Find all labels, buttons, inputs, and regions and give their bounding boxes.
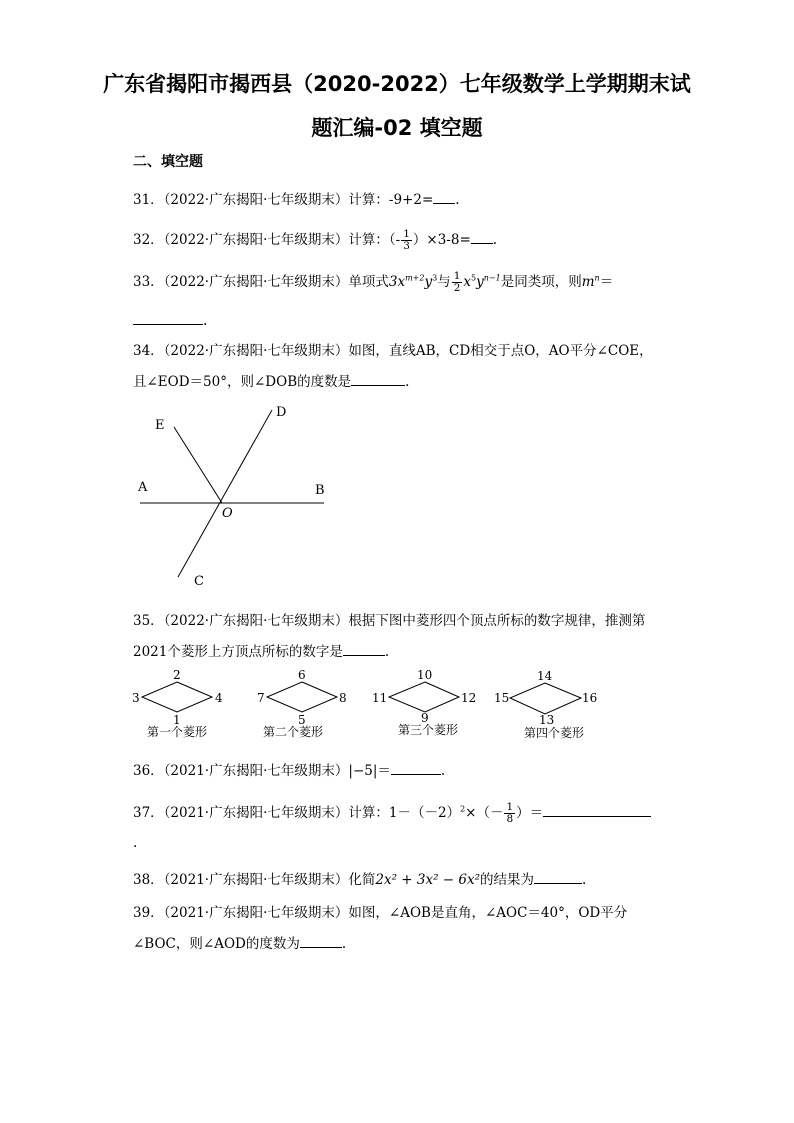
question-source: （2022·广东揭阳·七年级期末）: [163, 192, 349, 208]
label-o: O: [222, 506, 233, 521]
question-37-line-2: .: [133, 835, 138, 851]
section-heading: 二、填空题: [133, 154, 203, 170]
question-32: 32．（2022·广东揭阳·七年级期末）计算：（- $\frac{1}{3}$ ）×3-8= .: [133, 228, 498, 252]
rhombus-caption: 第三个菱形: [398, 723, 459, 737]
vertex-top: 14: [537, 669, 553, 683]
question-34: [133, 339, 653, 359]
vertex-bottom: 13: [539, 713, 555, 727]
label-b: B: [315, 483, 325, 498]
question-text: 根据下图中菱形四个顶点所标的数字规律，推测第: [348, 613, 646, 629]
question-36: 36．（2021·广东揭阳·七年级期末）|−5|＝ .: [133, 759, 445, 779]
question-35: [133, 609, 645, 629]
question-number: 35．: [133, 613, 164, 629]
lines-intersection-figure: [130, 400, 340, 595]
vertex-bottom: 9: [421, 711, 429, 725]
answer-blank[interactable]: [391, 760, 441, 775]
question-33: 33．（2022·广东揭阳·七年级期末）单项式$3x^{m+2}y^3$与 $\frac{1}{2}$ $x^5y^{n-1}$是同类项，则$m^n=$: [133, 270, 614, 294]
line-cd: [178, 410, 272, 577]
question-number: 39．: [133, 905, 164, 921]
vertex-top: 6: [298, 668, 306, 682]
fraction: $\frac{1}{2}$: [453, 270, 461, 294]
vertex-left: 7: [257, 691, 265, 705]
rhombus-1: [132, 668, 223, 739]
expression: 2x² + 3x² − 6x²: [375, 872, 481, 888]
label-e: E: [155, 418, 165, 433]
question-source: （2022·广东揭阳·七年级期末）: [163, 232, 349, 248]
question-33-line-2: .: [133, 310, 207, 329]
label-d: D: [276, 405, 287, 420]
question-number: 31．: [133, 192, 164, 208]
answer-blank[interactable]: [300, 933, 342, 948]
answer-blank[interactable]: [351, 371, 405, 386]
rhombus-4: [494, 669, 597, 740]
label-c: C: [194, 574, 204, 589]
vertex-right: 12: [461, 691, 477, 705]
vertex-right: 8: [339, 691, 347, 705]
question-38: 38．（2021·广东揭阳·七年级期末）化简2x² + 3x² − 6x²的结果为 .: [133, 868, 586, 888]
title-line-1: 广东省揭阳市揭西县（2020-2022）七年级数学上学期期末试: [103, 72, 691, 96]
question-source: （2021·广东揭阳·七年级期末）: [163, 763, 349, 779]
question-source: （2022·广东揭阳·七年级期末）: [163, 343, 349, 359]
vertex-right: 16: [582, 691, 598, 705]
answer-blank[interactable]: [343, 641, 385, 656]
rhombus-pattern-figure: [125, 664, 605, 746]
vertex-left: 11: [372, 691, 388, 705]
question-35-line-2: 2021个菱形上方顶点所标的数字是 .: [133, 640, 389, 660]
ray-oe: [174, 427, 222, 503]
question-number: 37．: [133, 805, 164, 821]
vertex-bottom: 1: [173, 713, 181, 727]
answer-blank[interactable]: [433, 189, 455, 204]
question-number: 33．: [133, 274, 164, 290]
question-34-line-2: 且∠EOD＝50°，则∠DOB的度数是 .: [133, 370, 409, 390]
question-source: （2022·广东揭阳·七年级期末）: [163, 274, 349, 290]
vertex-bottom: 5: [298, 713, 306, 727]
answer-blank[interactable]: [534, 869, 582, 884]
question-text: 如图，∠AOB是直角，∠AOC＝40°，OD平分: [348, 905, 628, 921]
rhombus-caption: 第二个菱形: [263, 725, 324, 739]
question-text: 如图，直线AB，CD相交于点O，AO平分∠COE，: [348, 343, 653, 359]
question-39-line-2: ∠BOC，则∠AOD的度数为 .: [133, 932, 346, 952]
fraction: $\frac{1}{8}$: [506, 801, 514, 825]
question-37: 37．（2021·广东揭阳·七年级期末）计算：$1-(-2)^2\times(-$ $\frac{1}{8}$ ）＝: [133, 801, 651, 825]
rhombus-caption: 第一个菱形: [147, 725, 208, 739]
label-a: A: [138, 480, 148, 495]
answer-blank[interactable]: [543, 802, 651, 817]
rhombus-caption: 第四个菱形: [524, 726, 585, 740]
question-number: 38．: [133, 872, 164, 888]
vertex-top: 10: [417, 668, 433, 682]
question-text: |−5|＝: [348, 763, 391, 779]
question-number: 34．: [133, 343, 164, 359]
title-line-2: 题汇编-02 填空题: [311, 116, 483, 140]
fraction: $\frac{1}{3}$: [403, 228, 410, 252]
question-number: 36．: [133, 763, 164, 779]
vertex-top: 2: [173, 668, 181, 682]
vertex-left: 15: [494, 691, 510, 705]
question-text: 计算：-9+2=: [348, 192, 434, 208]
rhombus-3: [372, 668, 476, 737]
question-number: 32．: [133, 232, 164, 248]
question-39: [133, 901, 627, 921]
vertex-left: 3: [132, 691, 140, 705]
question-source: （2022·广东揭阳·七年级期末）: [163, 613, 349, 629]
question-source: （2021·广东揭阳·七年级期末）: [163, 805, 349, 821]
rhombus-2: [257, 668, 347, 739]
question-source: （2021·广东揭阳·七年级期末）: [163, 872, 349, 888]
question-31: 31．（2022·广东揭阳·七年级期末）计算：-9+2= .: [133, 188, 460, 208]
answer-blank[interactable]: [471, 229, 493, 244]
vertex-right: 4: [215, 691, 223, 705]
question-source: （2021·广东揭阳·七年级期末）: [163, 905, 349, 921]
answer-blank[interactable]: [133, 310, 203, 325]
